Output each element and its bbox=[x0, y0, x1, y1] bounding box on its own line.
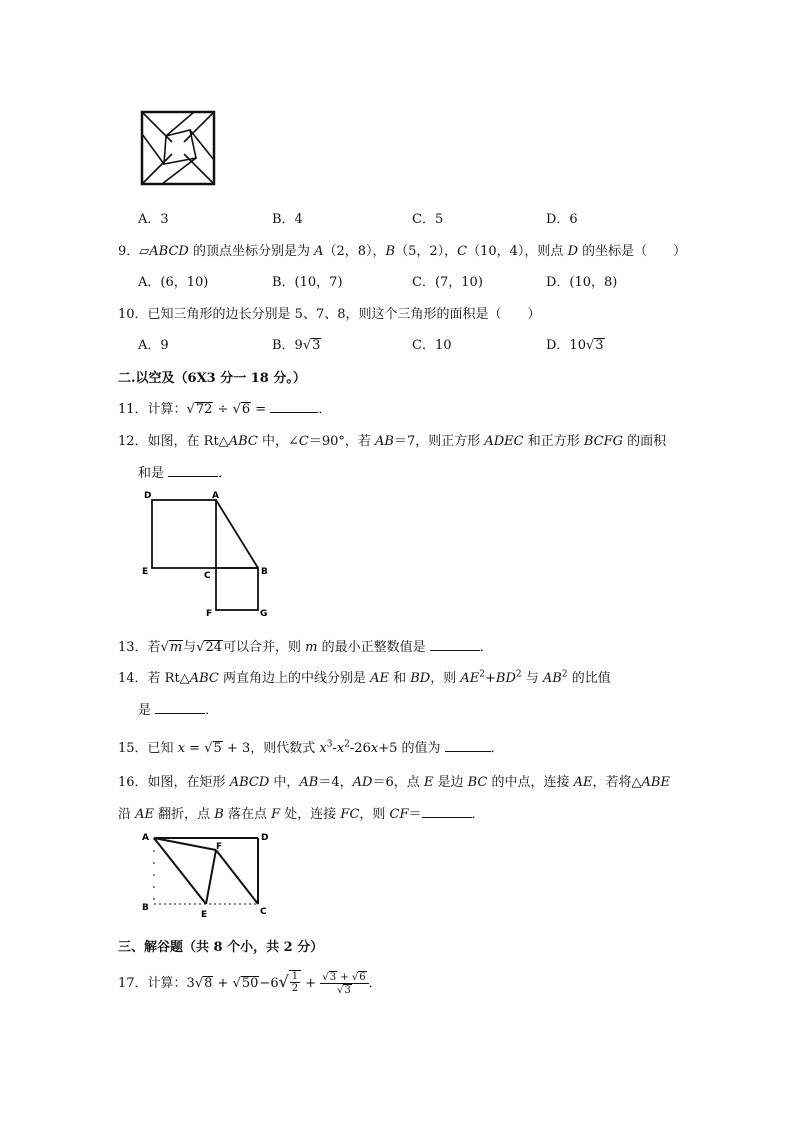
q10-option-b: B．9√3 bbox=[272, 338, 321, 353]
q8-option-d: D．6 bbox=[546, 212, 578, 227]
q15-answer-blank[interactable] bbox=[445, 750, 491, 752]
q10-option-a: A．9 bbox=[138, 338, 169, 353]
q9-option-d: D．(10，8) bbox=[546, 275, 618, 290]
q12-stem-line1: 12．如图，在 Rt△ABC 中，∠C＝90°，若 AB＝7，则正方形 ADEC 和正方形 BCFG 的面积 bbox=[118, 434, 667, 449]
q11-stem: 11．计算：√72 ÷ √6 = ． bbox=[118, 402, 332, 417]
q16-answer-blank[interactable] bbox=[422, 816, 472, 818]
pinwheel-square-figure bbox=[138, 108, 218, 188]
label-D: D bbox=[261, 833, 269, 843]
q12-stem-line2: 和是 ． bbox=[138, 466, 232, 481]
label-A: A bbox=[142, 833, 149, 843]
section-3-heading: 三、解谷题（共 8 个小，共 2 分） bbox=[118, 940, 324, 955]
section-2-heading: 二.以空及（6X3 分一 18 分。） bbox=[118, 371, 306, 386]
q9-option-b: B．(10，7) bbox=[272, 275, 343, 290]
q16-stem-line1: 16．如图，在矩形 ABCD 中，AB＝4，AD＝6，点 E 是边 BC 的中点，连接 AE，若将△ABE bbox=[118, 775, 670, 790]
q13-stem: 13．若√m与√24可以合并，则 m 的最小正整数值是 ． bbox=[118, 640, 493, 655]
q10-option-d: D．10√3 bbox=[546, 338, 604, 353]
label-F: F bbox=[216, 842, 223, 852]
q10-option-c: C．10 bbox=[412, 338, 452, 353]
q13-answer-blank[interactable] bbox=[430, 649, 480, 651]
q16-stem-line2: 沿 AE 翻折，点 B 落在点 F 处，连接 FC，则 CF＝ ． bbox=[118, 807, 485, 822]
label-A: A bbox=[212, 491, 219, 501]
q12-squares-figure bbox=[140, 486, 270, 620]
label-B: B bbox=[142, 903, 149, 913]
q16-rectangle-figure bbox=[140, 828, 276, 920]
label-E: E bbox=[201, 910, 208, 920]
q9-stem: 9．▱ABCD 的顶点坐标分别是为 A（2，8），B（5，2），C（10，4），则点 D 的坐标是（ ） bbox=[118, 244, 687, 259]
label-C: C bbox=[260, 907, 267, 917]
label-D: D bbox=[144, 491, 152, 501]
q14-answer-blank[interactable] bbox=[155, 712, 205, 714]
q9-option-c: C．(7，10) bbox=[412, 275, 483, 290]
label-C: C bbox=[204, 571, 211, 581]
q15-stem: 15．已知 x = √5 + 3，则代数式 $x^3-x^2-26x+5$ 的值为 ． bbox=[118, 739, 504, 756]
q17-stem: 17．计算：3√8 + √50−6√ $\frac{1}{2}$ + $\frac{√3 + √6}{√3}$ ． bbox=[118, 971, 382, 996]
q14-stem-line1: 14．若 Rt△ABC 两直角边上的中线分别是 AE 和 BD，则 $AE^2+BD^2$ 与 $AB^2$ 的比值 bbox=[118, 669, 611, 686]
q9-option-a: A．(6，10) bbox=[138, 275, 209, 290]
q14-stem-line2: 是 ． bbox=[138, 703, 219, 718]
q8-option-b: B．4 bbox=[272, 212, 303, 227]
q8-option-c: C．5 bbox=[412, 212, 444, 227]
label-B: B bbox=[261, 567, 268, 577]
q11-answer-blank[interactable] bbox=[270, 411, 318, 413]
q10-stem: 10．已知三角形的边长分别是 5、7、8，则这个三角形的面积是（ ） bbox=[118, 307, 541, 322]
q8-option-a: A．3 bbox=[138, 212, 169, 227]
label-G: G bbox=[260, 609, 268, 619]
q12-answer-blank[interactable] bbox=[168, 475, 218, 477]
label-F: F bbox=[206, 609, 213, 619]
label-E: E bbox=[142, 567, 149, 577]
